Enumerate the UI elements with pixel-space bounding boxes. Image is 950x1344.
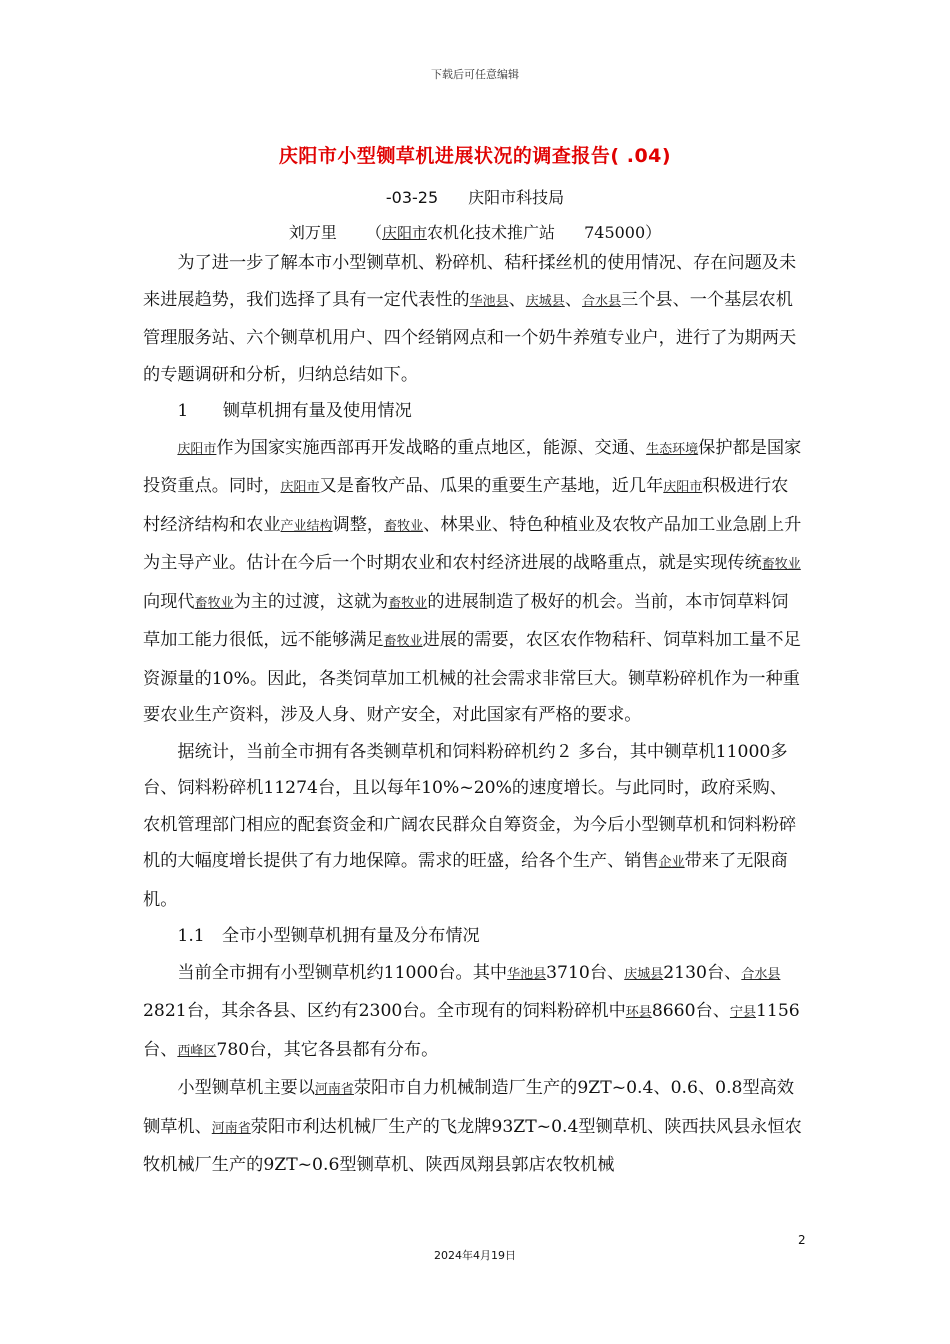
text-run: 据统计，当前全市拥有各类铡草机和饲料粉碎机约２ 多台，其中铡草机11000多台、饲料粉碎机11274台，且以每年10%~20%的速度增长。与此同时，政府采购、农机管理部门相应的配套资金和广阔农民群众自筹资金，为今后小型铡草机和饲料粉碎机的大幅度增长提供了有力地保障。需求的旺盛，给各个生产、销售 xyxy=(143,741,797,871)
place-link[interactable]: 环县 xyxy=(625,1005,652,1020)
place-link[interactable]: 合水县 xyxy=(582,293,622,309)
section-heading-1: 1 铡草机拥有量及使用情况 xyxy=(177,401,412,421)
text-run: 调整， xyxy=(332,514,385,535)
text-run: 积极进行农村经济结构和农业 xyxy=(143,476,789,535)
author-affiliation xyxy=(366,223,555,242)
place-link[interactable]: 庆阳市 xyxy=(280,480,320,495)
affiliation-text: 农机化技术推广站 xyxy=(426,223,555,242)
place-link[interactable]: 庆阳市 xyxy=(381,224,427,242)
place-link[interactable]: 庆城县 xyxy=(624,966,664,982)
affiliation-paren: （ xyxy=(365,223,382,242)
paragraph-intro xyxy=(143,245,803,393)
document-title: 庆阳市小型铡草机进展状况的调查报告( .04) xyxy=(278,145,672,167)
place-link[interactable]: 华池县 xyxy=(469,293,509,309)
text-run: 保护都是国家投资重点。同时， xyxy=(143,437,802,496)
header-note: 下载后可任意编辑 xyxy=(431,68,519,81)
footer-date: 2024年4月19日 xyxy=(434,1249,516,1262)
paragraph-manufacturers xyxy=(143,1070,803,1184)
text-run: 当前全市拥有小型铡草机约11000台。其中 xyxy=(177,962,508,983)
text-run: 带来了无限商机。 xyxy=(143,851,788,910)
text-run: 8660台、 xyxy=(651,1001,730,1021)
term-link[interactable]: 企业 xyxy=(658,855,685,870)
place-link[interactable]: 庆阳市 xyxy=(663,480,703,495)
author-name: 刘万里 xyxy=(288,223,337,242)
text-run: 、林果业、特色种植业及农牧产品加工业急剧上升为主导产业。估计在今后一个时期农业和农村经济进展的战略重点，就是实现传统 xyxy=(143,514,802,573)
dateline xyxy=(0,185,950,208)
page-number: 2 xyxy=(798,1233,806,1247)
place-link[interactable]: 庆阳市 xyxy=(177,441,217,457)
postcode: 745000） xyxy=(584,223,662,242)
term-link[interactable]: 生态环境 xyxy=(646,441,699,457)
author-line xyxy=(0,220,950,243)
place-link[interactable]: 河南省 xyxy=(314,1082,354,1097)
text-run: 又是畜牧产品、瓜果的重要生产基地，近几年 xyxy=(319,476,664,496)
term-link[interactable]: 畜牧业 xyxy=(384,518,424,534)
term-link[interactable]: 畜牧业 xyxy=(388,595,428,611)
text-run: 2130台、 xyxy=(663,962,742,983)
text-run: 荥阳市利达机械厂生产的飞龙牌93ZT~0.4型铡草机、陕西扶风县永恒农牧机械厂生产的9ZT~0.6型铡草机、陕西凤翔县郭店农牧机械 xyxy=(143,1116,802,1175)
report-date: -03-25 xyxy=(385,188,439,207)
place-link[interactable]: 宁县 xyxy=(729,1005,756,1020)
text-run: 进展的需要，农区农作物秸秆、饲草料加工量不足资源量的10%。因此，各类饲草加工机械的社会需求非常巨大。铡草粉碎机作为一种重要农业生产资料，涉及人身、财产安全，对此国家有严格的要求。 xyxy=(143,630,801,725)
text-run: 的进展制造了极好的机会。当前，本市饲草料饲草加工能力很低，远不能够满足 xyxy=(143,591,789,650)
place-link[interactable]: 合水县 xyxy=(741,966,781,982)
term-link[interactable]: 畜牧业 xyxy=(194,595,234,611)
text-run: 、 xyxy=(508,289,526,310)
text-run: 3710台、 xyxy=(546,962,625,983)
text-run: 荥阳市自力机械制造厂生产的9ZT~0.4、0.6、0.8型高效铡草机、 xyxy=(143,1078,795,1137)
place-link[interactable]: 庆城县 xyxy=(525,293,565,309)
text-run: 780台，其它各县都有分布。 xyxy=(216,1039,439,1060)
paragraph-background xyxy=(143,430,803,734)
text-run: 1156台、 xyxy=(143,1001,800,1060)
document-body xyxy=(143,245,803,1184)
text-run: 向现代 xyxy=(143,591,195,612)
term-link[interactable]: 畜牧业 xyxy=(761,557,801,572)
place-link[interactable]: 西峰区 xyxy=(177,1043,217,1059)
term-link[interactable]: 畜牧业 xyxy=(383,634,423,649)
paragraph-statistics xyxy=(143,734,803,919)
place-link[interactable]: 华池县 xyxy=(507,966,547,982)
text-run: 三个县、一个基层农机管理服务站、六个铡草机用户、四个经销网点和一个奶牛养殖专业户，进行了为期两天的专题调研和分析，归纳总结如下。 xyxy=(143,289,797,385)
text-run: 小型铡草机主要以 xyxy=(177,1078,315,1098)
text-run: 为了进一步了解本市小型铡草机、粉碎机、秸秆揉丝机的使用情况、存在问题及未来进展趋势，我们选择了具有一定代表性的 xyxy=(143,253,797,310)
text-run: 作为国家实施西部再开发战略的重点地区，能源、交通、 xyxy=(216,437,647,458)
text-run: 为主的过渡，这就为 xyxy=(233,591,389,612)
report-org: 庆阳市科技局 xyxy=(468,188,565,207)
text-run: 、 xyxy=(564,289,583,310)
section-heading-1-1: 1.1 全市小型铡草机拥有量及分布情况 xyxy=(177,926,480,946)
place-link[interactable]: 河南省 xyxy=(211,1120,251,1136)
term-link[interactable]: 产业结构 xyxy=(280,518,333,534)
text-run: 2821台，其余各县、区约有2300台。全市现有的饲料粉碎机中 xyxy=(143,1001,626,1021)
paragraph-distribution xyxy=(143,955,803,1071)
